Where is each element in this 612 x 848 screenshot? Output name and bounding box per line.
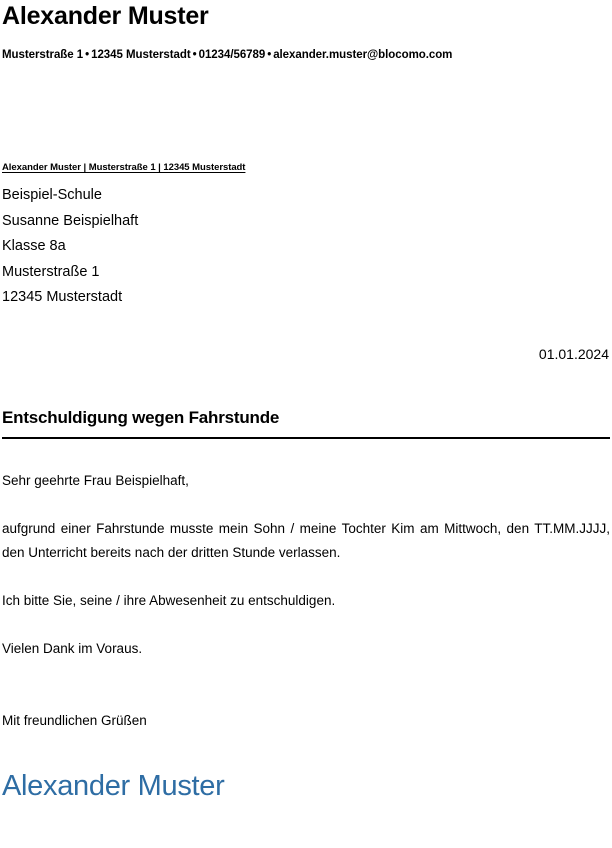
return-address-line: Alexander Muster | Musterstraße 1 | 12345 Musterstadt — [2, 162, 246, 173]
letterhead-contact-line — [2, 31, 610, 62]
recipient-line-city: 12345 Musterstadt — [2, 289, 123, 305]
body-paragraph-1: aufgrund einer Fahrstunde musste mein Sohn / meine Tochter Kim am Mittwoch, den TT.MM.JJJJ, den Unterricht bereits nach der dritten Stunde verlassen. — [2, 520, 610, 560]
recipient-address-block — [2, 175, 610, 311]
return-address-row — [2, 62, 610, 175]
letter-date: 01.01.2024 — [538, 345, 609, 362]
body-salutation: Sehr geehrte Frau Beispielhaft, — [2, 472, 189, 488]
contact-separator-2: • — [192, 49, 197, 61]
signature-block — [2, 733, 610, 803]
contact-email: alexander.muster@blocomo.com — [273, 49, 453, 61]
contact-separator-3: • — [267, 49, 272, 61]
recipient-line-person: Susanne Beispielhaft — [2, 212, 139, 229]
contact-separator-1: • — [85, 49, 90, 61]
letterhead — [2, 0, 610, 62]
recipient-line-organization: Beispiel-Schule — [2, 187, 102, 203]
contact-city: 12345 Musterstadt — [91, 49, 191, 61]
body-closing: Mit freundlichen Grüßen — [2, 712, 147, 728]
letterhead-name: Alexander Muster — [2, 2, 209, 30]
body-paragraph-3: Vielen Dank im Voraus. — [2, 640, 143, 656]
subject-block — [2, 363, 610, 439]
subject-title: Entschuldigung wegen Fahrstunde — [2, 407, 280, 427]
signature-name: Alexander Muster — [2, 769, 225, 802]
contact-street: Musterstraße 1 — [2, 49, 84, 61]
recipient-line-class: Klasse 8a — [2, 238, 66, 254]
recipient-line-street: Musterstraße 1 — [2, 263, 100, 280]
body-paragraph-2: Ich bitte Sie, seine / ihre Abwesenheit zu entschuldigen. — [2, 592, 336, 608]
contact-phone: 01234/56789 — [198, 49, 266, 61]
letter-body — [2, 439, 610, 733]
